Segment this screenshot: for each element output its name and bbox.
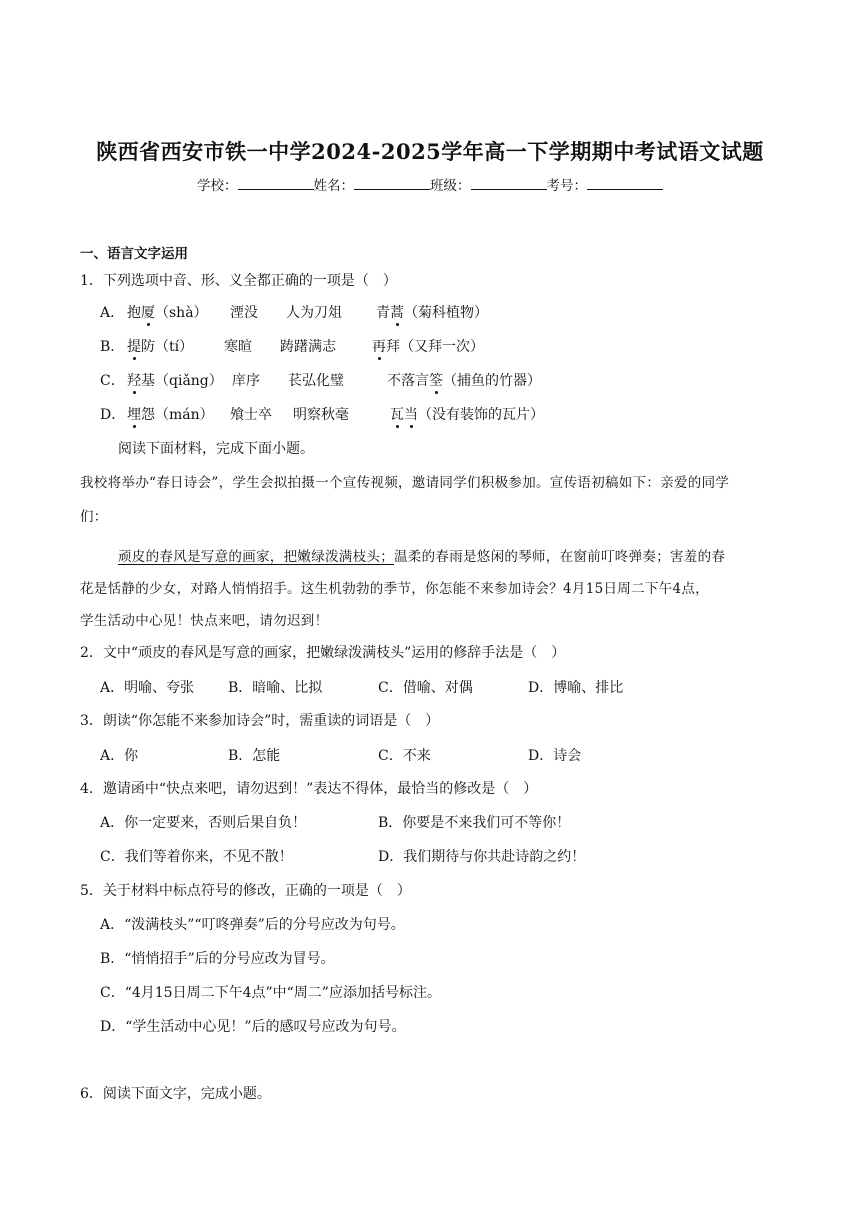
exam-number-label: 考号： bbox=[546, 178, 587, 194]
q3-option-b: B．怎能 bbox=[228, 748, 281, 764]
class-blank bbox=[471, 175, 547, 190]
q4-option-a: A．你一定要来，否则后果自负！ bbox=[100, 815, 307, 831]
q4-option-c: C．我们等着你来，不见不散！ bbox=[100, 849, 293, 865]
material-line-3: 顽皮的春风是写意的画家，把嫩绿泼满枝头；温柔的春雨是悠闲的琴师，在窗前叮咚弹奏；害羞的春 bbox=[118, 549, 726, 565]
q1-option-d: D． 埋怨（mán） 飧士卒 明察秋毫 瓦当（没有装饰的瓦片） bbox=[100, 407, 544, 423]
q2-option-c: C．借喻、对偶 bbox=[378, 680, 473, 696]
q2-option-a: A．明喻、夸张 bbox=[100, 680, 195, 696]
material-line-4: 花是恬静的少女，对路人悄悄招手。这生机勃勃的季节，你怎能不来参加诗会？4月15日周二下午4点， bbox=[80, 581, 709, 597]
question-4-stem: 4．邀请函中“快点来吧，请勿迟到！”表达不得体，最恰当的修改是（ ） bbox=[80, 781, 538, 797]
q3-option-a: A．你 bbox=[100, 748, 139, 764]
q3-option-d: D．诗会 bbox=[528, 748, 582, 764]
school-blank bbox=[238, 175, 314, 190]
name-blank bbox=[354, 175, 430, 190]
q4-option-b: B．你要是不来我们可不等你！ bbox=[378, 815, 571, 831]
q1-option-b: B． 提防（tí） 寒暄 踌躇满志 再拜（又拜一次） bbox=[100, 339, 484, 355]
q5-option-b: B．“悄悄招手”后的分号应改为冒号。 bbox=[100, 951, 335, 967]
question-2-stem: 2．文中“顽皮的春风是写意的画家，把嫩绿泼满枝头”运用的修辞手法是（ ） bbox=[80, 645, 566, 661]
q2-option-d: D．博喻、排比 bbox=[528, 680, 624, 696]
exam-number-blank bbox=[587, 175, 663, 190]
q5-option-d: D．“学生活动中心见！”后的感叹号应改为句号。 bbox=[100, 1019, 406, 1035]
q5-option-a: A．“泼满枝头”“叮咚弹奏”后的分号应改为句号。 bbox=[100, 917, 405, 933]
material-line-2: 们： bbox=[80, 509, 108, 525]
name-label: 姓名： bbox=[313, 178, 354, 194]
question-1-stem: 1．下列选项中音、形、义全都正确的一项是（ ） bbox=[80, 273, 397, 289]
q1-option-c: C． 羟基（qiǎng） 庠序 苌弘化璧 不落言筌（捕鱼的竹器） bbox=[100, 373, 541, 389]
student-info-line bbox=[0, 174, 860, 194]
q1-option-a: A． 抱厦（shà） 湮没 人为刀俎 青蒿（菊科植物） bbox=[100, 305, 488, 321]
q4-option-d: D．我们期待与你共赴诗韵之约！ bbox=[378, 849, 586, 865]
q5-option-c: C．“4月15日周二下午4点”中“周二”应添加括号标注。 bbox=[100, 985, 441, 1001]
question-5-stem: 5．关于材料中标点符号的修改，正确的一项是（ ） bbox=[80, 883, 411, 899]
school-label: 学校： bbox=[197, 178, 238, 194]
q3-option-c: C．不来 bbox=[378, 748, 431, 764]
underlined-sentence: 顽皮的春风是写意的画家，把嫩绿泼满枝头； bbox=[118, 549, 394, 565]
reading-intro: 阅读下面材料，完成下面小题。 bbox=[118, 441, 314, 457]
section-heading: 一、语言文字运用 bbox=[80, 246, 188, 262]
class-label: 班级： bbox=[430, 178, 471, 194]
question-3-stem: 3．朗读“你怎能不来参加诗会”时，需重读的词语是（ ） bbox=[80, 713, 440, 729]
document-title: 陕西省西安市铁一中学2024-2025学年高一下学期期中考试语文试题 bbox=[96, 139, 764, 164]
material-line-1: 我校将举办“春日诗会”，学生会拟拍摄一个宣传视频，邀请同学们积极参加。宣传语初稿如下：亲爱的同学 bbox=[80, 475, 730, 491]
question-6-stem: 6．阅读下面文字，完成小题。 bbox=[80, 1086, 271, 1102]
material-line-5: 学生活动中心见！快点来吧，请勿迟到！ bbox=[80, 613, 329, 629]
q2-option-b: B．暗喻、比拟 bbox=[228, 680, 323, 696]
